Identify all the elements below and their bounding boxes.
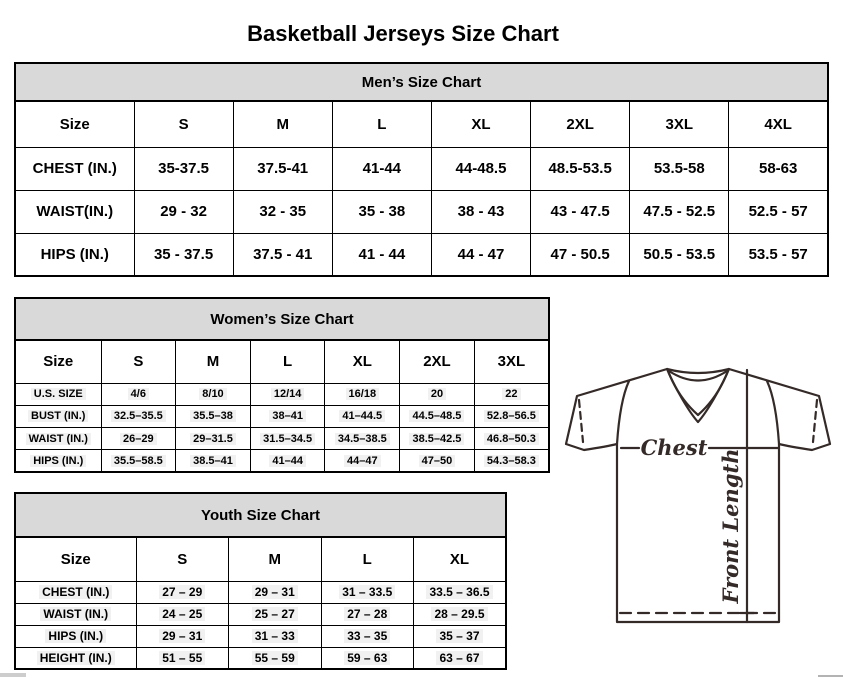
womens-row-label: HIPS (IN.) bbox=[15, 450, 101, 472]
youth-value-cell: 29 – 31 bbox=[229, 581, 322, 603]
mens-value-cell: 41 - 44 bbox=[332, 233, 431, 276]
youth-value-cell: 27 – 29 bbox=[136, 581, 229, 603]
womens-column-header-xl: XL bbox=[325, 340, 400, 383]
mens-column-header-m: M bbox=[233, 101, 332, 147]
mens-table-row bbox=[15, 190, 828, 233]
mens-table-row bbox=[15, 233, 828, 276]
youth-table-row bbox=[15, 603, 506, 625]
mens-value-cell: 35 - 38 bbox=[332, 190, 431, 233]
mens-value-cell: 41-44 bbox=[332, 147, 431, 190]
mens-column-header-3xl: 3XL bbox=[630, 101, 729, 147]
youth-row-label: HEIGHT (IN.) bbox=[15, 647, 136, 669]
right-sleeve-seam bbox=[767, 381, 779, 444]
mens-column-header-2xl: 2XL bbox=[531, 101, 630, 147]
womens-table-row bbox=[15, 450, 549, 472]
mens-value-cell: 44 - 47 bbox=[431, 233, 530, 276]
mens-row-label: WAIST(IN.) bbox=[15, 190, 134, 233]
mens-value-cell: 53.5 - 57 bbox=[729, 233, 828, 276]
youth-column-header-xl: XL bbox=[414, 537, 507, 581]
mens-value-cell: 48.5-53.5 bbox=[531, 147, 630, 190]
womens-value-cell: 54.3–58.3 bbox=[474, 450, 549, 472]
womens-column-header-3xl: 3XL bbox=[474, 340, 549, 383]
youth-value-cell: 33 – 35 bbox=[321, 625, 414, 647]
mens-column-header-l: L bbox=[332, 101, 431, 147]
youth-value-cell: 59 – 63 bbox=[321, 647, 414, 669]
mens-column-header-s: S bbox=[134, 101, 233, 147]
mens-value-cell: 58-63 bbox=[729, 147, 828, 190]
youth-column-header-m: M bbox=[229, 537, 322, 581]
womens-value-cell: 12/14 bbox=[250, 383, 325, 405]
front-length-label: Front Length bbox=[718, 448, 743, 604]
youth-value-cell: 33.5 – 36.5 bbox=[414, 581, 507, 603]
womens-value-cell: 16/18 bbox=[325, 383, 400, 405]
womens-value-cell: 26–29 bbox=[101, 428, 176, 450]
womens-value-cell: 35.5–38 bbox=[176, 405, 251, 427]
youth-value-cell: 29 – 31 bbox=[136, 625, 229, 647]
youth-table-row bbox=[15, 625, 506, 647]
youth-value-cell: 55 – 59 bbox=[229, 647, 322, 669]
womens-value-cell: 20 bbox=[400, 383, 475, 405]
youth-value-cell: 24 – 25 bbox=[136, 603, 229, 625]
womens-value-cell: 22 bbox=[474, 383, 549, 405]
horizontal-scrollbar-fragment-left[interactable] bbox=[0, 673, 26, 677]
womens-table-row bbox=[15, 428, 549, 450]
womens-chart-title: Women’s Size Chart bbox=[15, 298, 549, 340]
youth-chart-title: Youth Size Chart bbox=[15, 493, 506, 537]
womens-row-label: BUST (IN.) bbox=[15, 405, 101, 427]
youth-table-row bbox=[15, 647, 506, 669]
womens-value-cell: 41–44.5 bbox=[325, 405, 400, 427]
mens-value-cell: 38 - 43 bbox=[431, 190, 530, 233]
jersey-outline bbox=[566, 369, 830, 622]
womens-value-cell: 38.5–41 bbox=[176, 450, 251, 472]
jersey-measurement-diagram bbox=[557, 356, 839, 676]
womens-value-cell: 31.5–34.5 bbox=[250, 428, 325, 450]
youth-value-cell: 35 – 37 bbox=[414, 625, 507, 647]
youth-column-header-size: Size bbox=[15, 537, 136, 581]
womens-value-cell: 32.5–35.5 bbox=[101, 405, 176, 427]
mens-value-cell: 32 - 35 bbox=[233, 190, 332, 233]
womens-value-cell: 44.5–48.5 bbox=[400, 405, 475, 427]
mens-value-cell: 35 - 37.5 bbox=[134, 233, 233, 276]
youth-row-label: WAIST (IN.) bbox=[15, 603, 136, 625]
womens-value-cell: 8/10 bbox=[176, 383, 251, 405]
mens-value-cell: 43 - 47.5 bbox=[531, 190, 630, 233]
left-sleeve-seam bbox=[617, 381, 629, 444]
mens-value-cell: 44-48.5 bbox=[431, 147, 530, 190]
womens-value-cell: 44–47 bbox=[325, 450, 400, 472]
page-title: Basketball Jerseys Size Chart bbox=[247, 20, 559, 46]
mens-row-label: CHEST (IN.) bbox=[15, 147, 134, 190]
mens-column-header-4xl: 4XL bbox=[729, 101, 828, 147]
mens-value-cell: 47 - 50.5 bbox=[531, 233, 630, 276]
youth-value-cell: 25 – 27 bbox=[229, 603, 322, 625]
mens-table-row bbox=[15, 147, 828, 190]
womens-row-label: U.S. SIZE bbox=[15, 383, 101, 405]
womens-value-cell: 4/6 bbox=[101, 383, 176, 405]
mens-value-cell: 52.5 - 57 bbox=[729, 190, 828, 233]
chest-label: Chest bbox=[640, 435, 708, 460]
womens-value-cell: 41–44 bbox=[250, 450, 325, 472]
mens-value-cell: 29 - 32 bbox=[134, 190, 233, 233]
womens-table-row bbox=[15, 383, 549, 405]
youth-size-table bbox=[14, 492, 507, 670]
youth-row-label: HIPS (IN.) bbox=[15, 625, 136, 647]
womens-value-cell: 29–31.5 bbox=[176, 428, 251, 450]
youth-table-row bbox=[15, 581, 506, 603]
womens-size-table bbox=[14, 297, 550, 473]
womens-value-cell: 52.8–56.5 bbox=[474, 405, 549, 427]
youth-value-cell: 28 – 29.5 bbox=[414, 603, 507, 625]
collar-band-mid bbox=[668, 371, 728, 415]
womens-value-cell: 34.5–38.5 bbox=[325, 428, 400, 450]
youth-value-cell: 31 – 33 bbox=[229, 625, 322, 647]
mens-value-cell: 37.5 - 41 bbox=[233, 233, 332, 276]
horizontal-scrollbar-fragment-right[interactable] bbox=[818, 675, 843, 677]
mens-size-table bbox=[14, 62, 829, 276]
left-cuff-dashed-line bbox=[579, 400, 583, 442]
youth-value-cell: 63 – 67 bbox=[414, 647, 507, 669]
mens-value-cell: 50.5 - 53.5 bbox=[630, 233, 729, 276]
womens-value-cell: 35.5–58.5 bbox=[101, 450, 176, 472]
womens-value-cell: 38.5–42.5 bbox=[400, 428, 475, 450]
womens-value-cell: 38–41 bbox=[250, 405, 325, 427]
youth-value-cell: 27 – 28 bbox=[321, 603, 414, 625]
womens-column-header-l: L bbox=[250, 340, 325, 383]
mens-column-header-xl: XL bbox=[431, 101, 530, 147]
womens-column-header-m: M bbox=[176, 340, 251, 383]
youth-column-header-s: S bbox=[136, 537, 229, 581]
womens-table-row bbox=[15, 405, 549, 427]
mens-value-cell: 37.5-41 bbox=[233, 147, 332, 190]
womens-value-cell: 47–50 bbox=[400, 450, 475, 472]
womens-column-header-2xl: 2XL bbox=[400, 340, 475, 383]
mens-column-header-size: Size bbox=[15, 101, 134, 147]
youth-value-cell: 51 – 55 bbox=[136, 647, 229, 669]
youth-column-header-l: L bbox=[321, 537, 414, 581]
womens-column-header-s: S bbox=[101, 340, 176, 383]
womens-value-cell: 46.8–50.3 bbox=[474, 428, 549, 450]
womens-column-header-size: Size bbox=[15, 340, 101, 383]
youth-value-cell: 31 – 33.5 bbox=[321, 581, 414, 603]
mens-value-cell: 53.5-58 bbox=[630, 147, 729, 190]
right-cuff-dashed-line bbox=[813, 400, 817, 442]
mens-chart-title: Men’s Size Chart bbox=[15, 63, 828, 101]
mens-value-cell: 35-37.5 bbox=[134, 147, 233, 190]
youth-row-label: CHEST (IN.) bbox=[15, 581, 136, 603]
mens-row-label: HIPS (IN.) bbox=[15, 233, 134, 276]
mens-value-cell: 47.5 - 52.5 bbox=[630, 190, 729, 233]
womens-row-label: WAIST (IN.) bbox=[15, 428, 101, 450]
